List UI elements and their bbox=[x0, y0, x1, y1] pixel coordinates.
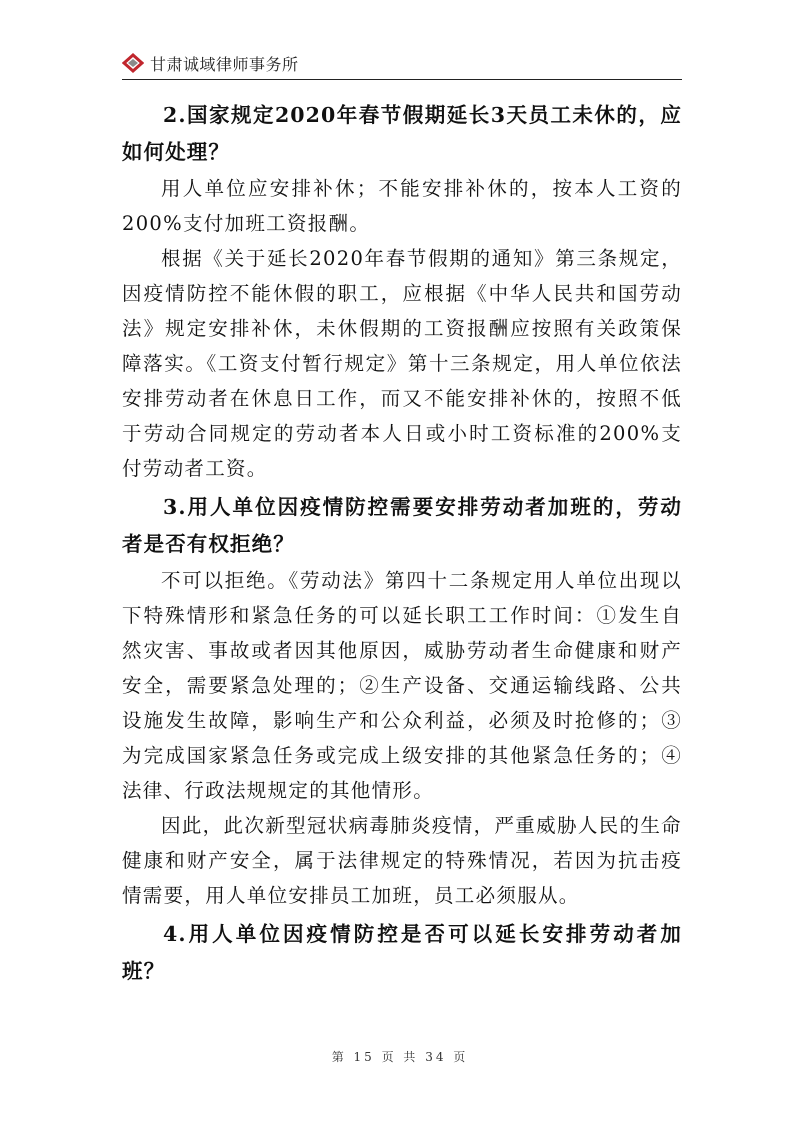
firm-name: 甘肃诚域律师事务所 bbox=[150, 54, 299, 74]
question-4-heading: 4.用人单位因疫情防控是否可以延长安排劳动者加班？ bbox=[122, 922, 682, 983]
document-body bbox=[122, 94, 682, 990]
page-number: 第 15 页 共 34 页 bbox=[331, 1050, 469, 1064]
question-3-heading: 3.用人单位因疫情防控需要安排劳动者加班的，劳动者是否有权拒绝？ bbox=[122, 495, 682, 556]
firm-logo-icon bbox=[122, 53, 144, 73]
question-2-basis: 根据《关于延长2020年春节假期的通知》第三条规定，因疫情防控不能休假的职工，应根据《中华人民共和国劳动法》规定安排补休，未休假期的工资报酬应按照有关政策保障落实。《工资支付暂行规定》第十三条规定，用人单位依法安排劳动者在休息日工作，而又不能安排补休的，按照不低于劳动合同规定的劳动者本人日或小时工资标准的200%支付劳动者工资。 bbox=[122, 247, 682, 480]
question-2-answer: 用人单位应安排补休；不能安排补休的，按本人工资的200%支付加班工资报酬。 bbox=[122, 177, 682, 235]
question-2-heading: 2.国家规定2020年春节假期延长3天员工未休的，应如何处理？ bbox=[122, 103, 682, 164]
page-header bbox=[122, 47, 682, 80]
question-3-conclusion: 因此，此次新型冠状病毒肺炎疫情，严重威胁人民的生命健康和财产安全，属于法律规定的特殊情况，若因为抗击疫情需要，用人单位安排员工加班，员工必须服从。 bbox=[122, 814, 682, 907]
question-3-answer: 不可以拒绝。《劳动法》第四十二条规定用人单位出现以下特殊情形和紧急任务的可以延长职工工作时间：①发生自然灾害、事故或者因其他原因，威胁劳动者生命健康和财产安全，需要紧急处理的；②生产设备、交通运输线路、公共设施发生故障，影响生产和公众利益，必须及时抢修的；③为完成国家紧急任务或完成上级安排的其他紧急任务的；④法律、行政法规规定的其他情形。 bbox=[122, 569, 682, 802]
